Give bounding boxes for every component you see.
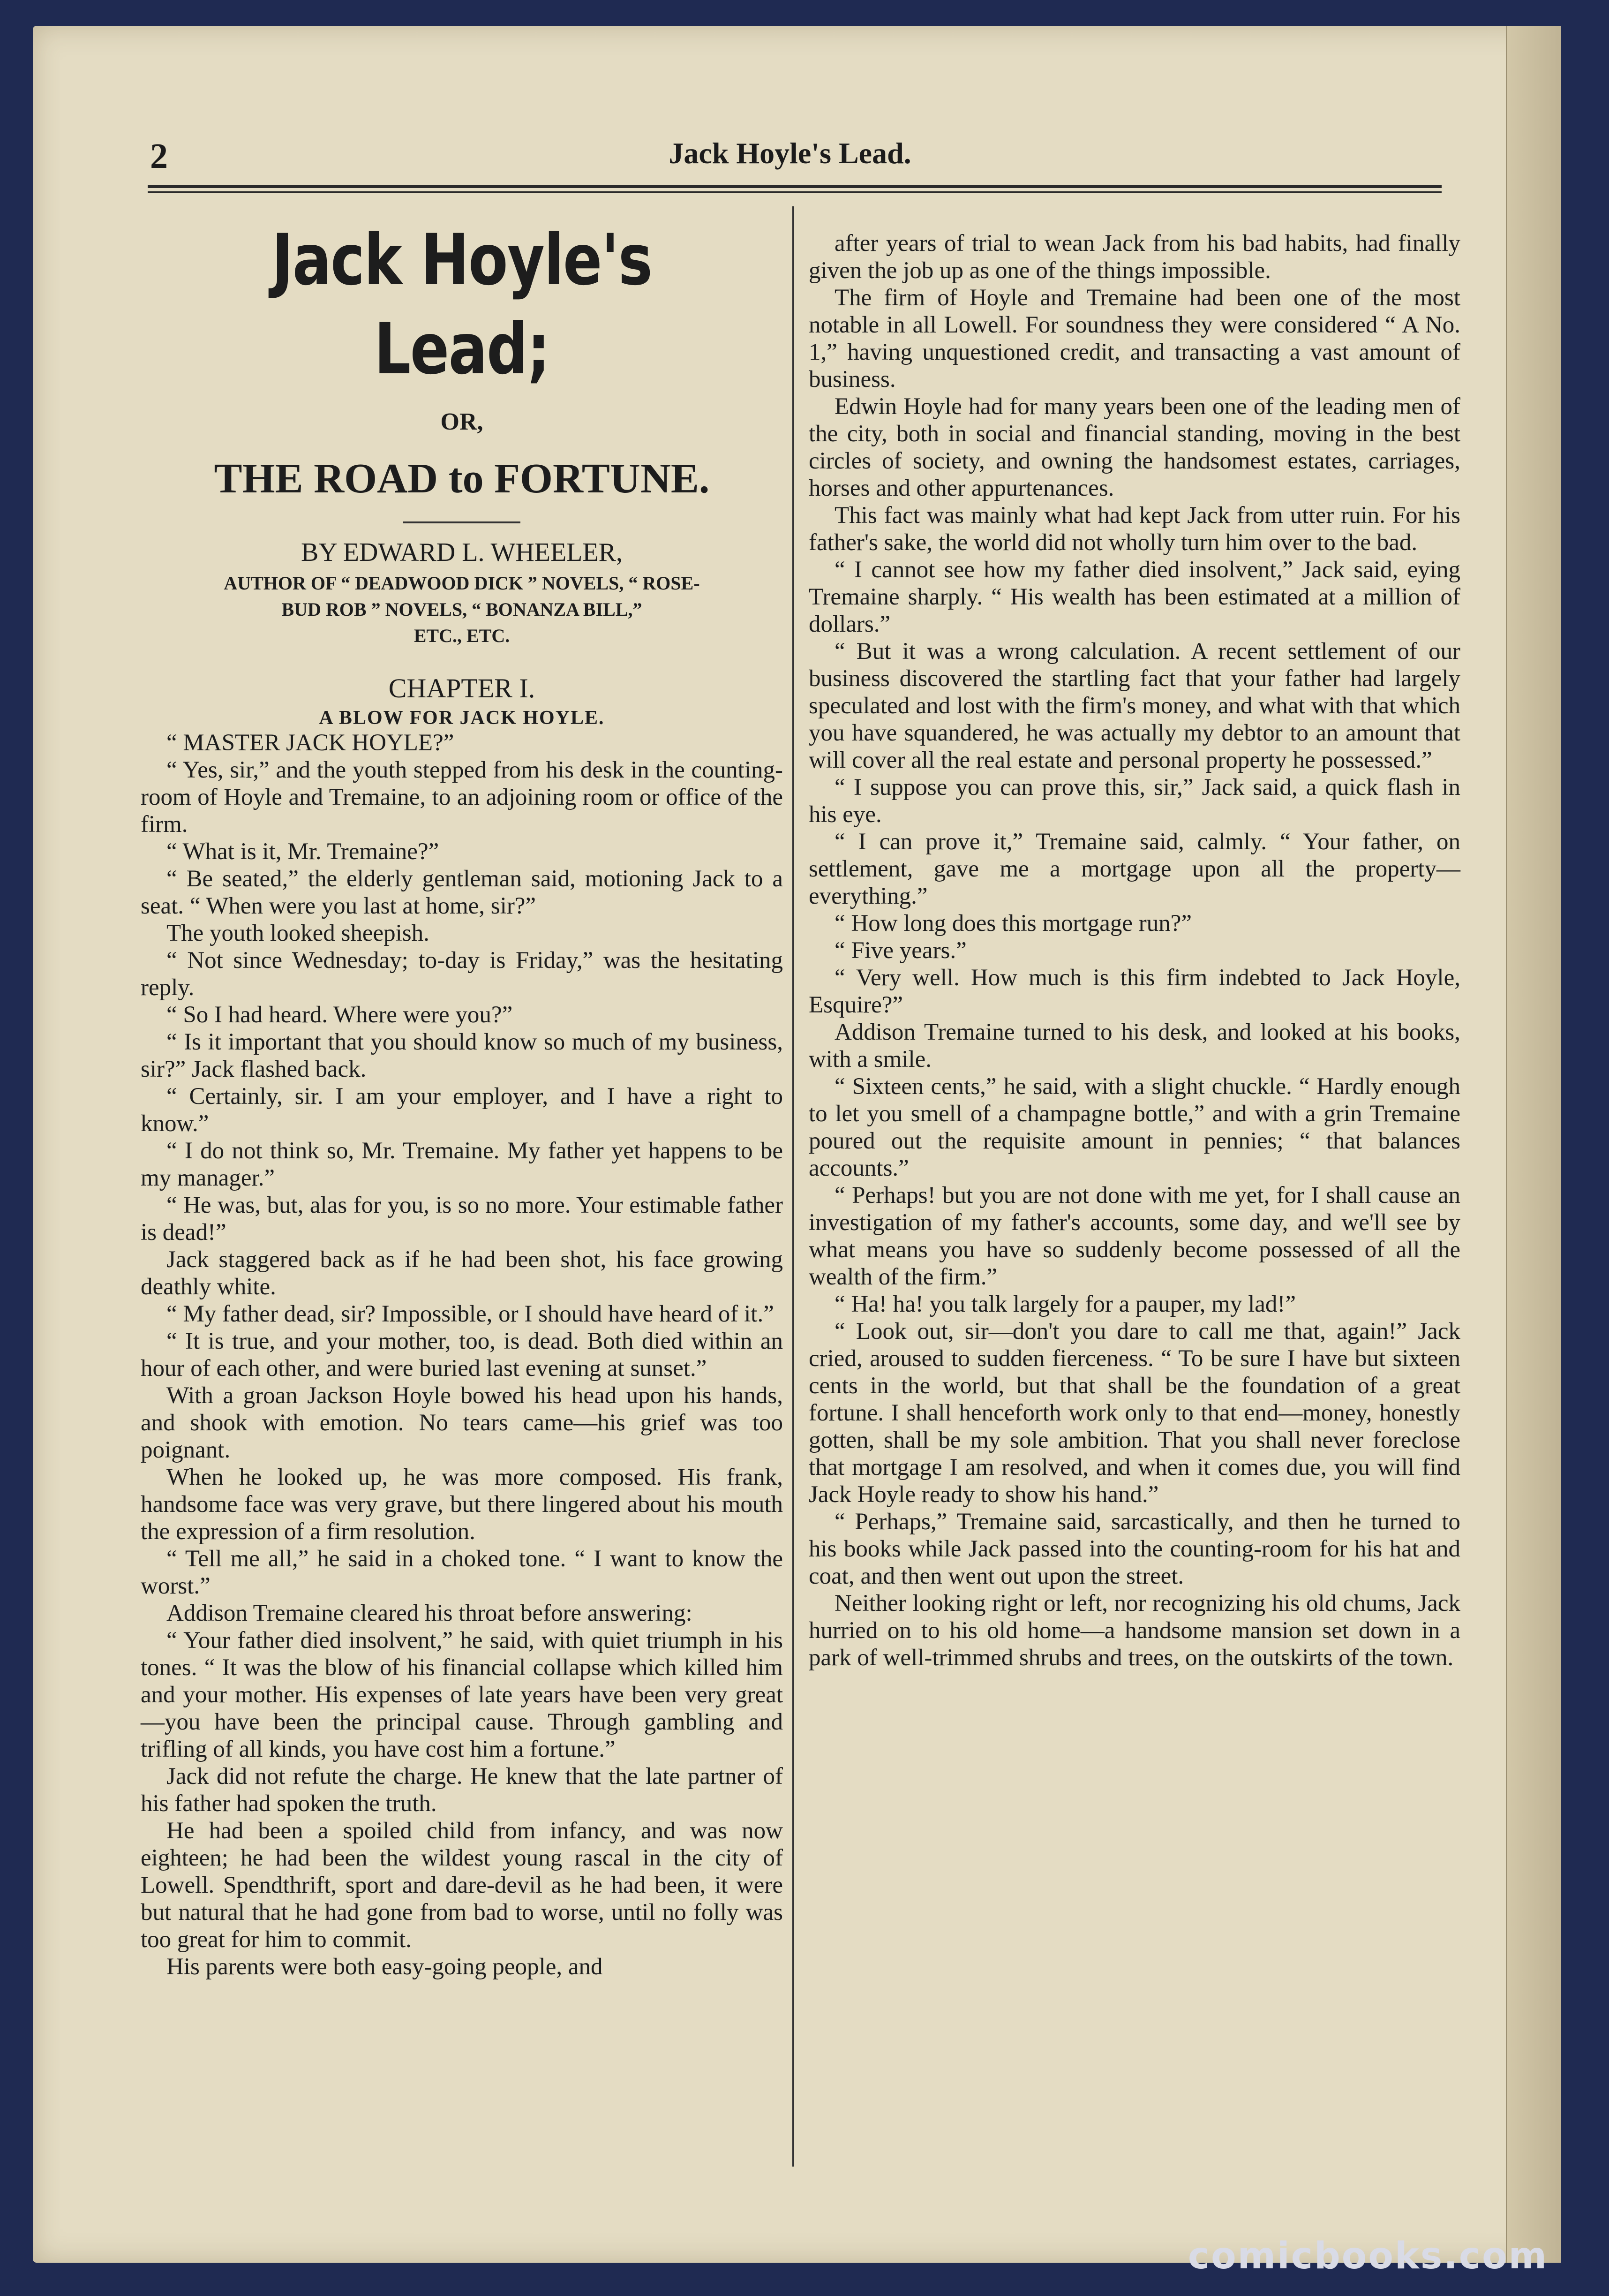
- paragraph: With a groan Jackson Hoyle bowed his head upon his hands, and shook with emotion. No tears came—his grief was too poignant.: [141, 1382, 783, 1463]
- paragraph: “ I cannot see how my father died insolvent,” Jack said, eying Tremaine sharply. “ His wealth has been estimated at a million of dollars.”: [809, 557, 1460, 637]
- page-number: 2: [150, 136, 168, 176]
- chapter-heading: CHAPTER I.: [388, 673, 535, 703]
- paragraph: Addison Tremaine cleared his throat before answering:: [166, 1600, 692, 1626]
- paragraph: The youth looked sheepish.: [166, 920, 429, 946]
- header-rule: [148, 185, 1442, 188]
- credits-line: BUD ROB ” NOVELS, “ BONANZA BILL,”: [281, 599, 642, 620]
- binding-stitch: [1561, 1984, 1589, 1989]
- paragraph: Jack staggered back as if he had been shot, his face growing deathly white.: [141, 1246, 783, 1300]
- page-spine: [1506, 26, 1561, 2263]
- byline: BY EDWARD L. WHEELER,: [301, 538, 623, 567]
- paragraph: He had been a spoiled child from infancy, and was now eighteen; he had been the wildest young rascal in the city of Lowell. Spendthrift, sport and dare-devil as he had been, it were but natural that he had gone from bad to worse, until no folly was too great for him to commit.: [141, 1818, 783, 1953]
- paragraph: Addison Tremaine turned to his desk, and looked at his books, with a smile.: [809, 1019, 1460, 1072]
- paragraph: “ I can prove it,” Tremaine said, calmly. “ Your father, on settlement, gave me a mortgage upon all the property—everything.”: [809, 829, 1460, 909]
- story-subtitle: THE ROAD to FORTUNE.: [214, 455, 710, 502]
- running-header: [117, 136, 1463, 178]
- paragraph: “ MASTER JACK HOYLE?”: [166, 730, 454, 756]
- paragraph: “ My father dead, sir? Impossible, or I should have heard of it.”: [166, 1301, 774, 1327]
- paragraph: This fact was mainly what had kept Jack from utter ruin. For his father's sake, the world did not wholly turn him over to the bad.: [809, 502, 1460, 556]
- paragraph: Neither looking right or left, nor recognizing his old chums, Jack hurried on to his old home—a handsome mansion set down in a park of well-trimmed shrubs and trees, on the outskirts of the town.: [809, 1590, 1460, 1671]
- paragraph: “ Is it important that you should know so much of my business, sir?” Jack flashed back.: [141, 1029, 783, 1082]
- paragraph: “ He was, but, alas for you, is so no more. Your estimable father is dead!”: [141, 1192, 783, 1246]
- paragraph: “ Not since Wednesday; to-day is Friday,” was the hesitating reply.: [141, 947, 783, 1001]
- paragraph: “ But it was a wrong calculation. A recent settlement of our business discovered the startling fact that your father had largely speculated and lost with the firm's money, and what with that which you have squandered, he was actually my debtor to an amount that will cover all the real estate and personal property he possessed.”: [809, 638, 1460, 773]
- paragraph: “ Look out, sir—don't you dare to call me that, again!” Jack cried, aroused to sudden fierceness. “ To be sure I have but sixteen cents in the world, but that shall be the foundation of a great fortune. I shall henceforth work only to that end—money, honestly gotten, shall be my sole ambition. That you shall never foreclose that mortgage I am resolved, and when it comes due, you will find Jack Hoyle ready to show his hand.”: [809, 1318, 1460, 1508]
- paragraph: “ Five years.”: [835, 937, 967, 964]
- author-credits: [141, 570, 783, 649]
- right-column: [809, 230, 1460, 1671]
- paragraph: Edwin Hoyle had for many years been one of the leading men of the city, both in social and financial standing, moving in the best circles of society, and owning the handsomest estates, carriages, horses and other appurtenances.: [809, 393, 1460, 501]
- credits-line: ETC., ETC.: [414, 625, 510, 646]
- paragraph: “ I suppose you can prove this, sir,” Jack said, a quick flash in his eye.: [809, 774, 1460, 828]
- paragraph: “ Very well. How much is this firm indebted to Jack Hoyle, Esquire?”: [809, 965, 1460, 1018]
- running-title: Jack Hoyle's Lead.: [669, 136, 911, 170]
- paragraph: “ I do not think so, Mr. Tremaine. My father yet happens to be my manager.”: [141, 1138, 783, 1191]
- paragraph: “ It is true, and your mother, too, is dead. Both died within an hour of each other, and were buried last evening at sunset.”: [141, 1328, 783, 1382]
- paragraph: “ Tell me all,” he said in a choked tone. “ I want to know the worst.”: [141, 1546, 783, 1599]
- paragraph: “ Your father died insolvent,” he said, with quiet triumph in his tones. “ It was the blow of his financial collapse which killed him and your mother. His expenses of late years have been very great—you have been the principal cause. Through gambling and trifling of all kinds, you have cost him a fortune.”: [141, 1627, 783, 1762]
- paragraph: “ What is it, Mr. Tremaine?”: [166, 838, 439, 865]
- chapter-title: A BLOW FOR JACK HOYLE.: [319, 707, 605, 729]
- story-title: Jack Hoyle's Lead;: [271, 219, 652, 390]
- paragraph: “ Ha! ha! you talk largely for a pauper, my lad!”: [835, 1291, 1296, 1317]
- credits-line: AUTHOR OF “ DEADWOOD DICK ” NOVELS, “ ROSE-: [224, 573, 700, 594]
- left-column: [141, 206, 783, 1980]
- paragraph: “ So I had heard. Where were you?”: [166, 1002, 513, 1028]
- header-rule-thin: [148, 191, 1442, 193]
- paragraph: Jack did not refute the charge. He knew that the late partner of his father had spoken the truth.: [141, 1763, 783, 1817]
- left-column-text: [141, 729, 783, 1980]
- paragraph: “ Sixteen cents,” he said, with a slight chuckle. “ Hardly enough to let you smell of a champagne bottle,” and with a grin Tremaine poured out the requisite amount in pennies; “ that balances accounts.”: [809, 1073, 1460, 1181]
- column-divider: [792, 206, 794, 2167]
- paragraph: “ Certainly, sir. I am your employer, and I have a right to know.”: [141, 1083, 783, 1137]
- paragraph: “ Perhaps! but you are not done with me yet, for I shall cause an investigation of my father's accounts, some day, and we'll see by what means you have so suddenly become possessed of all the wealth of the firm.”: [809, 1182, 1460, 1290]
- paragraph: The firm of Hoyle and Tremaine had been one of the most notable in all Lowell. For soundness they were considered “ A No. 1,” having unquestioned credit, and transacting a vast amount of business.: [809, 285, 1460, 393]
- paragraph: “ Perhaps,” Tremaine said, sarcastically, and then he turned to his books while Jack passed into the counting-room for his hat and coat, and then went out upon the street.: [809, 1509, 1460, 1589]
- paragraph: “ Yes, sir,” and the youth stepped from his desk in the counting-room of Hoyle and Tremaine, to an adjoining room or office of the firm.: [141, 757, 783, 838]
- paragraph: When he looked up, he was more composed. His frank, handsome face was very grave, but there lingered about his mouth the expression of a firm resolution.: [141, 1464, 783, 1545]
- watermark: comicbooks.com: [1188, 2235, 1548, 2277]
- title-rule: [403, 521, 520, 523]
- paragraph: His parents were both easy-going people, and: [166, 1954, 603, 1980]
- binding-stitch: [1561, 1543, 1589, 1548]
- paragraph: “ Be seated,” the elderly gentleman said, motioning Jack to a seat. “ When were you last at home, sir?”: [141, 866, 783, 919]
- binding-stitch: [1561, 793, 1589, 798]
- paragraph: after years of trial to wean Jack from his bad habits, had finally given the job up as one of the things impossible.: [809, 230, 1460, 284]
- right-column-text: [809, 230, 1460, 1671]
- paragraph: “ How long does this mortgage run?”: [835, 910, 1192, 937]
- title-or: OR,: [440, 408, 483, 435]
